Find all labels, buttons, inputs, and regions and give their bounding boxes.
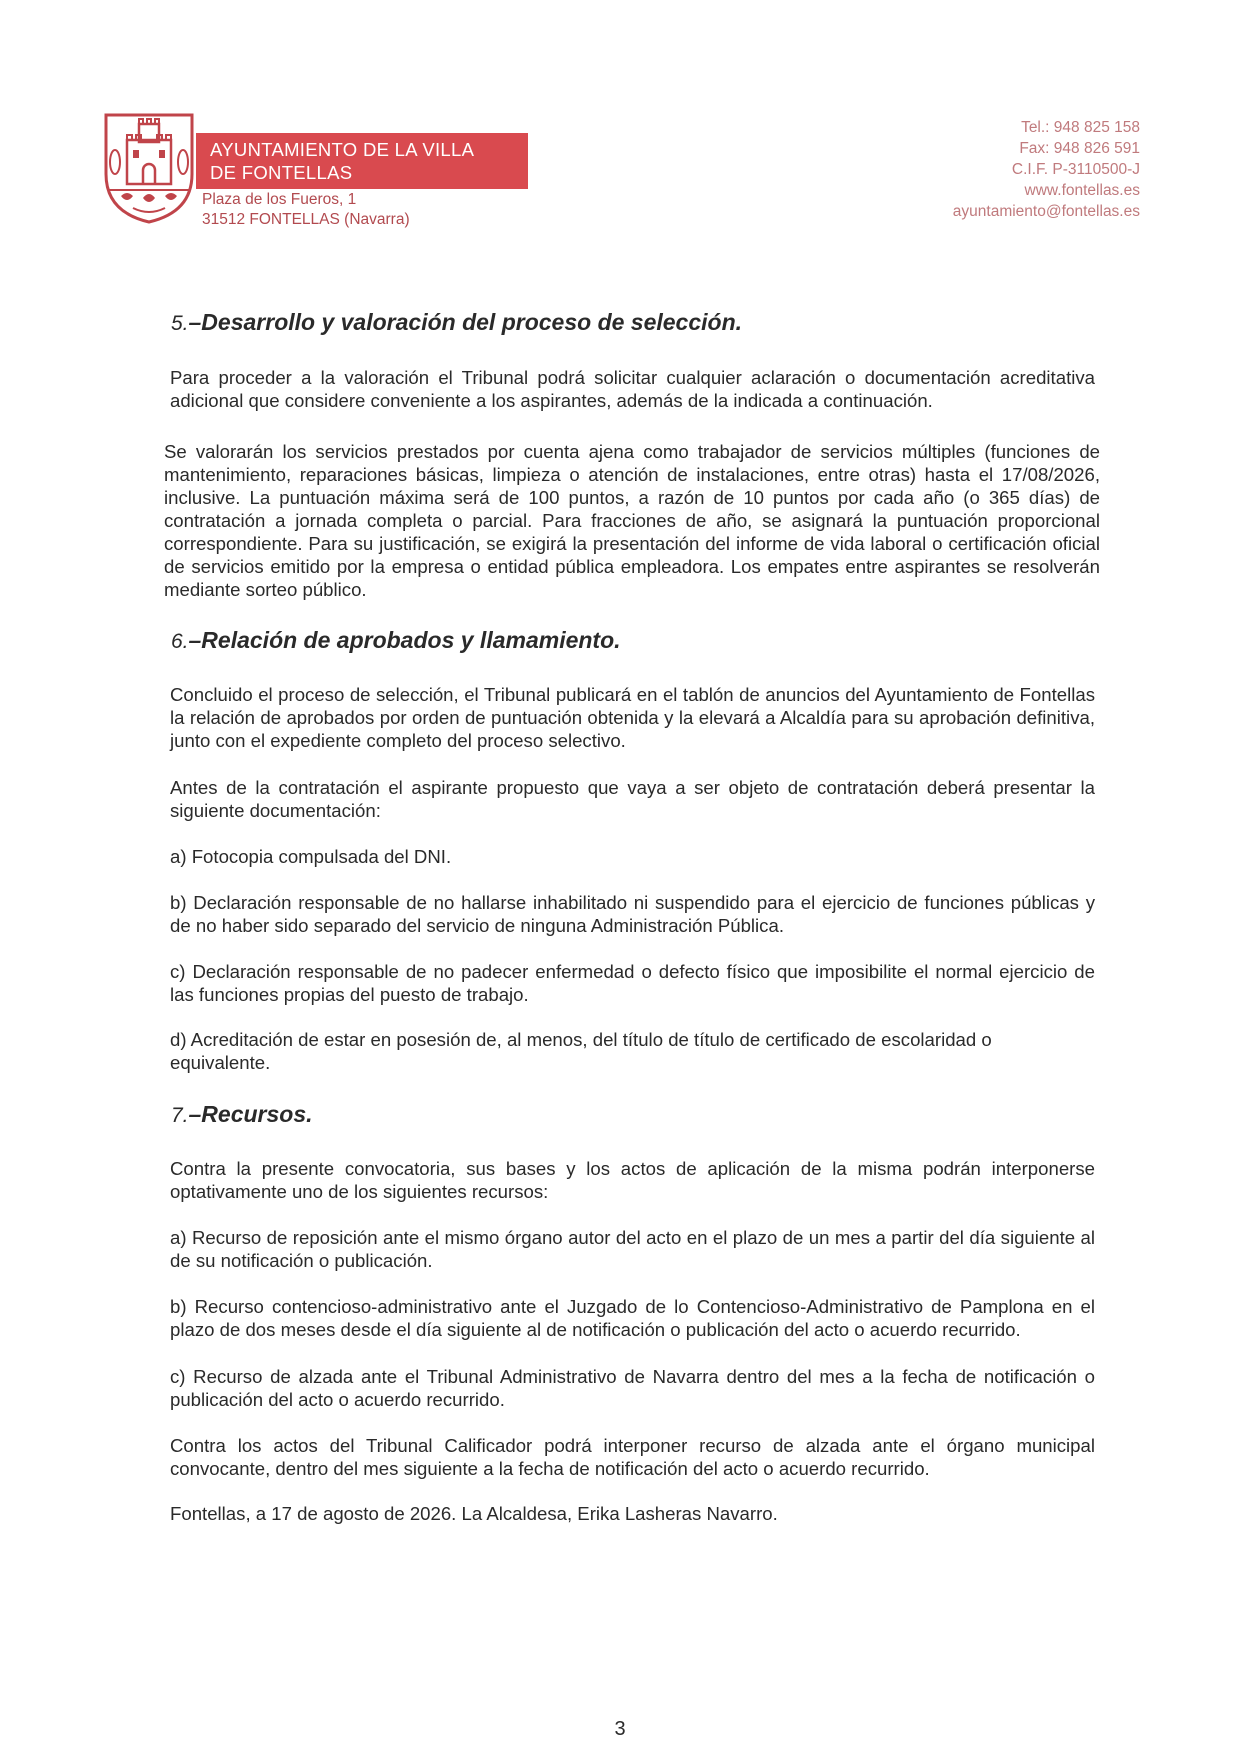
paragraph: Se valorarán los servicios prestados por cuenta ajena como trabajador de servicios múltiples (funciones de mantenimiento, reparaciones básicas, limpieza o atención de instalaciones, entre otras) hasta el 17/08/2026, inclusive. La puntuación máxima será de 100 puntos, a razón de 10 puntos por cada año (o 365 días) de contratación a jornada completa o parcial. Para fracciones de año, se asignará la puntuación proporcional correspondiente. Para su justificación, se exigirá la presentación del informe de vida laboral o certificación oficial de servicios emitido por la empresa o entidad pública empleadora. Los empates entre aspirantes se resolverán mediante sorteo público. — [164, 441, 1100, 600]
paragraph: Para proceder a la valoración el Tribunal podrá solicitar cualquier aclaración o documentación acreditativa adicional que considere conveniente a los aspirantes, además de la indicada a continuación. — [170, 367, 1095, 411]
banner-line-1: AYUNTAMIENTO DE LA VILLA — [210, 139, 475, 160]
cif-number: C.I.F. P-3110500-J — [1011, 161, 1140, 178]
contact-block — [880, 117, 1140, 222]
list-item: c) Recurso de alzada ante el Tribunal Administrativo de Navarra dentro del mes a la fecha de notificación o publicación del acto o acuerdo recurrido. — [170, 1366, 1095, 1410]
email-link[interactable]: ayuntamiento@fontellas.es — [952, 203, 1140, 220]
paragraph: Contra la presente convocatoria, sus bases y los actos de aplicación de la misma podrán interponerse optativamente uno de los siguientes recursos: — [170, 1158, 1095, 1202]
list-item: a) Recurso de reposición ante el mismo órgano autor del acto en el plazo de un mes a partir del día siguiente al de su notificación o publicación. — [170, 1227, 1095, 1271]
section-title: –Recursos. — [188, 1101, 313, 1127]
list-item: b) Declaración responsable de no hallarse inhabilitado ni suspendido para el ejercicio de funciones públicas y de no haber sido separado del servicio de ninguna Administración Pública. — [170, 892, 1095, 936]
paragraph: Contra los actos del Tribunal Calificador podrá interponer recurso de alzada ante el órgano municipal convocante, dentro del mes siguiente a la fecha de notificación del acto o acuerdo recurrido. — [170, 1435, 1095, 1479]
coat-of-arms-icon — [103, 112, 195, 224]
address-line-2: 31512 FONTELLAS (Navarra) — [202, 211, 410, 228]
paragraph: Concluido el proceso de selección, el Tribunal publicará en el tablón de anuncios del Ayuntamiento de Fontellas la relación de aprobados por orden de puntuación obtenida y la elevará a Alcaldía para su aprobación definitiva, junto con el expediente completo del proceso selectivo. — [170, 684, 1095, 751]
list-item: c) Declaración responsable de no padecer enfermedad o defecto físico que imposibilite el normal ejercicio de las funciones propias del puesto de trabajo. — [170, 961, 1095, 1005]
banner-line-2: DE FONTELLAS — [210, 162, 353, 183]
list-item: a) Fotocopia compulsada del DNI. — [170, 846, 452, 867]
section-6-heading — [171, 627, 621, 654]
website-link[interactable]: www.fontellas.es — [1024, 182, 1140, 199]
phone-number: Tel.: 948 825 158 — [1021, 119, 1140, 136]
section-7-heading — [171, 1101, 313, 1128]
section-5-heading — [171, 309, 742, 336]
paragraph: Antes de la contratación el aspirante propuesto que vaya a ser objeto de contratación deberá presentar la siguiente documentación: — [170, 777, 1095, 821]
list-item: d) Acreditación de estar en posesión de, al menos, del título de título de certificado de escolaridad o equivalente. — [170, 1029, 992, 1073]
section-title: –Desarrollo y valoración del proceso de selección. — [188, 309, 743, 335]
address-line-1: Plaza de los Fueros, 1 — [202, 191, 357, 208]
section-number: 7. — [171, 1104, 189, 1127]
municipality-banner — [196, 133, 528, 189]
page-number: 3 — [614, 1718, 626, 1740]
list-item: b) Recurso contencioso-administrativo ante el Juzgado de lo Contencioso-Administrativo de Pamplona en el plazo de dos meses desde el día siguiente al de notificación o publicación del acto o acuerdo recurrido. — [170, 1296, 1095, 1340]
section-number: 6. — [171, 630, 189, 653]
signature-line: Fontellas, a 17 de agosto de 2026. La Alcaldesa, Erika Lasheras Navarro. — [170, 1503, 778, 1524]
fax-number: Fax: 948 826 591 — [1019, 140, 1140, 157]
section-number: 5. — [171, 312, 189, 335]
section-title: –Relación de aprobados y llamamiento. — [188, 627, 621, 653]
